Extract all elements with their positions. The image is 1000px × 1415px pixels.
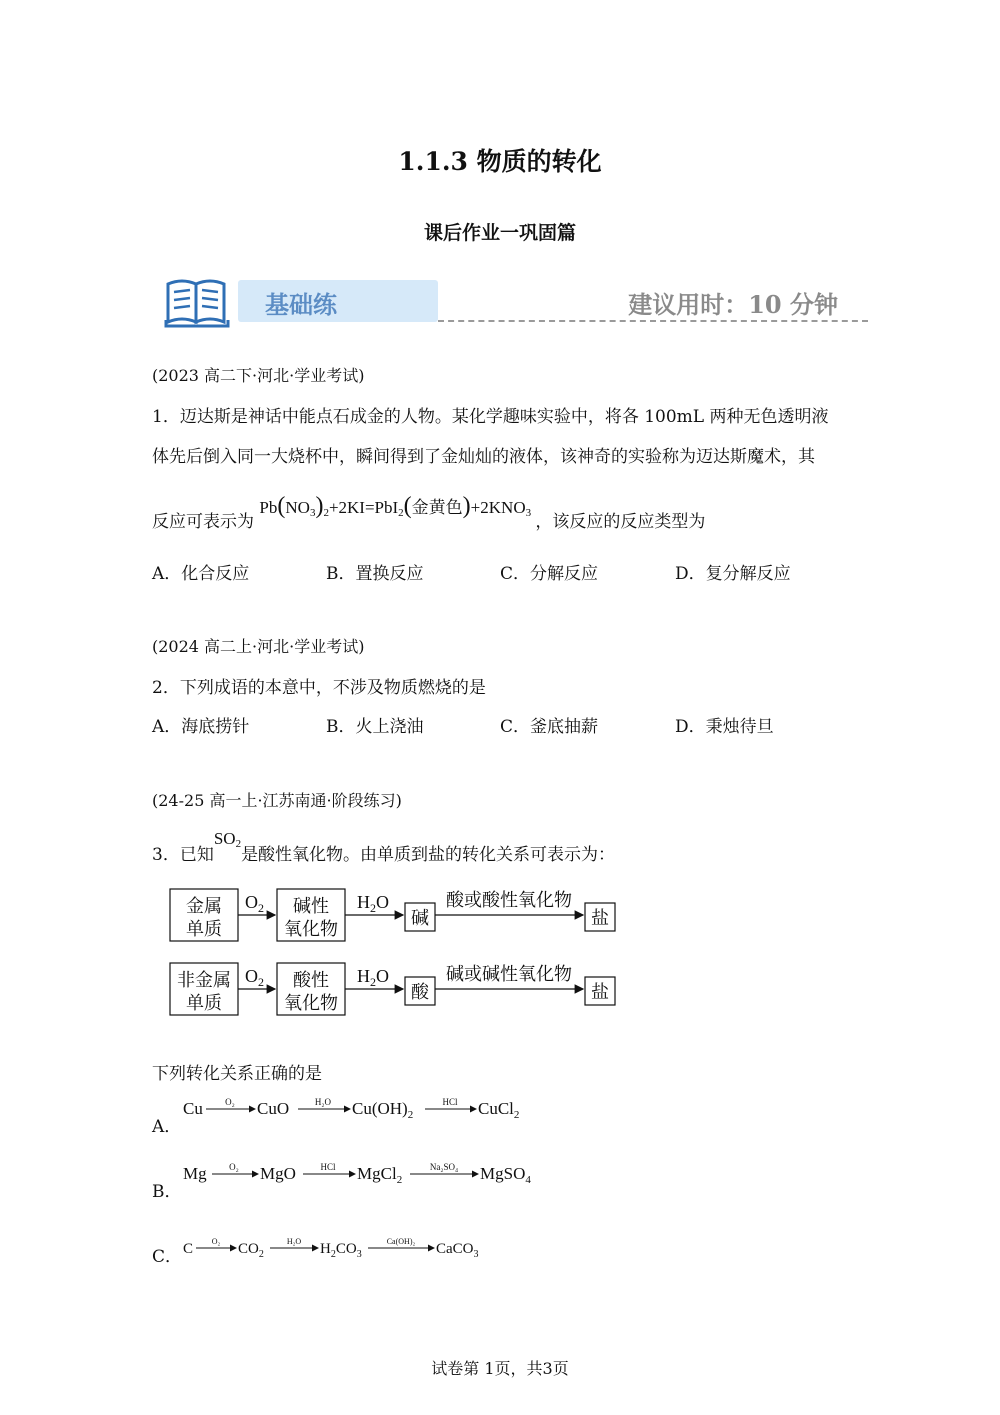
a-s3: $Cu(OH)_2$ <box>352 1099 414 1121</box>
q2-option-b[interactable]: B．火上浇油 <box>326 717 424 737</box>
eq-sub2b: 2 <box>398 507 404 519</box>
eq-color: 金黄色 <box>411 498 463 517</box>
q1-equation: $Pb(NO_3)_2+2KI=PbI_2$(金黄色)$+2KNO_3$ <box>259 493 532 519</box>
eq-sub3b: 3 <box>525 507 532 519</box>
q3-so2 <box>214 829 241 848</box>
r1-o2: $O_2$ <box>245 892 264 915</box>
q1-line3 <box>152 493 706 534</box>
a-s4: CuCl$_2$ <box>478 1099 520 1121</box>
banner-divider <box>438 320 868 322</box>
q1-option-c[interactable]: C．分解反应 <box>500 564 599 584</box>
q2-source: (2024 高二上·河北·学业考试) <box>152 637 365 656</box>
c-s3: $H_2CO_3$ <box>320 1241 362 1260</box>
c-s2: $CO_2$ <box>238 1241 264 1260</box>
banner-label: 基础练 <box>265 290 337 319</box>
b-c2: HCl <box>320 1162 336 1172</box>
c-c3: Ca(OH)₂ <box>386 1237 416 1246</box>
r2-box4: 盐 <box>591 982 609 1002</box>
r1-box2-b: 氧化物 <box>284 919 338 939</box>
eq-sub3: 3 <box>309 507 316 519</box>
q2-option-a[interactable]: A．海底捞针 <box>152 717 250 737</box>
a-c2: H₂O <box>314 1097 332 1107</box>
r2-arrow-label: 碱或碱性氧化物 <box>446 964 572 984</box>
eq-sub2: 2 <box>323 507 329 519</box>
r2-box2-b: 氧化物 <box>284 993 338 1013</box>
r1-h2o: $H_2O$ <box>357 892 389 915</box>
c-s4: CaCO$_3$ <box>436 1241 479 1260</box>
r1-box4: 盐 <box>591 908 609 928</box>
so2-sub: 2 <box>235 838 242 850</box>
conversion-diagram <box>165 882 625 1022</box>
b-c3: Na₂SO₄ <box>429 1162 459 1172</box>
r2-h2o: $H_2O$ <box>357 966 389 989</box>
b-c1: O₂ <box>229 1162 239 1172</box>
q3-source: (24-25 高一上·江苏南通·阶段练习) <box>152 791 402 810</box>
q3-stem <box>152 829 616 866</box>
a-s2: CuO <box>257 1099 290 1118</box>
q3-option-c-label[interactable]: C． <box>152 1247 183 1267</box>
r1-box1-a: 金属 <box>186 896 222 916</box>
q3-stem-post: 是酸性氧化物。由单质到盐的转化关系可表示为： <box>241 845 616 865</box>
banner-time: 建议用时：10 分钟 <box>628 290 838 319</box>
page-title: 1.1.3 物质的转化 <box>398 147 602 176</box>
r2-o2: $O_2$ <box>245 966 264 989</box>
a-c1: O₂ <box>225 1097 235 1107</box>
c-c1: O₂ <box>211 1237 221 1246</box>
b-s4: MgSO$_4$ <box>480 1164 531 1186</box>
q3-option-b-formula[interactable] <box>180 1155 560 1189</box>
q2-option-d[interactable]: D．秉烛待旦 <box>675 717 774 737</box>
q1-line3-pre: 反应可表示为 <box>152 512 254 532</box>
r1-arrow-label: 酸或酸性氧化物 <box>446 890 572 910</box>
page-footer: 试卷第 1页，共3页 <box>431 1359 569 1378</box>
a-c3: HCl <box>442 1097 458 1107</box>
r1-box2-a: 碱性 <box>293 896 329 916</box>
c-s1: C <box>183 1241 194 1257</box>
q3-option-a-formula[interactable] <box>180 1092 540 1124</box>
q1-option-a[interactable]: A．化合反应 <box>152 564 250 584</box>
page-subtitle: 课后作业一巩固篇 <box>423 222 576 244</box>
b-s2: MgO <box>260 1164 296 1183</box>
q3-ask: 下列转化关系正确的是 <box>152 1064 322 1084</box>
q1-line3-post: ，该反应的反应类型为 <box>535 512 706 532</box>
b-s3: MgCl$_2$ <box>357 1164 403 1186</box>
q1-option-d[interactable]: D．复分解反应 <box>675 564 791 584</box>
q1-line2: 体先后倒入同一大烧杯中，瞬间得到了金灿灿的液体，该神奇的实验称为迈达斯魔术，其 <box>152 447 815 467</box>
so2-text: SO <box>213 829 236 848</box>
q3-option-b-label[interactable]: B． <box>152 1182 182 1202</box>
c-c2: H₂O <box>286 1237 302 1246</box>
q3-option-c-formula[interactable] <box>180 1230 500 1262</box>
r2-box1-b: 单质 <box>186 993 222 1013</box>
q1-source: (2023 高二下·河北·学业考试) <box>152 366 365 385</box>
q3-stem-pre: 3．已知 <box>152 845 214 865</box>
book-icon <box>164 276 230 328</box>
q2-option-c[interactable]: C．釜底抽薪 <box>500 717 599 737</box>
a-s1: Cu <box>183 1099 203 1118</box>
q2-stem: 2．下列成语的本意中，不涉及物质燃烧的是 <box>152 678 486 698</box>
r1-box3: 碱 <box>411 908 429 928</box>
r1-box1-b: 单质 <box>186 919 222 939</box>
r2-box3: 酸 <box>411 982 429 1002</box>
b-s1: Mg <box>183 1164 207 1183</box>
q1-option-b[interactable]: B．置换反应 <box>326 564 424 584</box>
q1-line1: 1．迈达斯是神话中能点石成金的人物。某化学趣味实验中，将各 100mL 两种无色透明液 <box>152 407 829 427</box>
eq-no3: NO <box>285 498 310 517</box>
eq-mid: +2KI=PbI <box>328 498 399 517</box>
eq-pb: Pb <box>259 498 278 517</box>
r2-box2-a: 酸性 <box>293 970 329 990</box>
eq-end: +2KNO <box>470 498 526 517</box>
q3-option-a-label[interactable]: A． <box>152 1117 182 1137</box>
r2-box1-a: 非金属 <box>177 970 231 990</box>
section-banner <box>160 274 868 330</box>
